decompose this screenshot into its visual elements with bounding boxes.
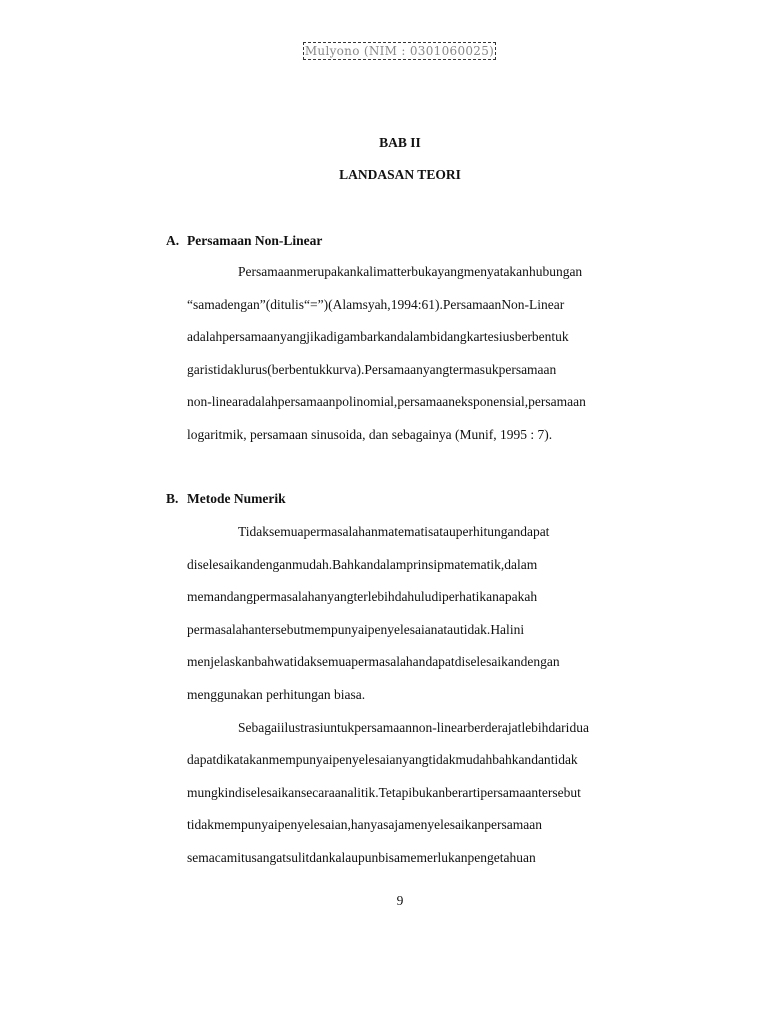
- paragraph-line: menjelaskanbahwatidaksemuapermasalahandapatdiselesaikandengan: [187, 654, 560, 670]
- section-label: B.: [166, 491, 179, 506]
- paragraph-a: [187, 264, 634, 460]
- paragraph-line: dapatdikatakanmempunyaipenyelesaianyangtidakmudahbahkandantidak: [187, 752, 578, 768]
- section-title: Metode Numerik: [187, 491, 286, 506]
- section-title: Persamaan Non-Linear: [187, 233, 323, 248]
- paragraph-line: “samadengan”(ditulis“=”)(Alamsyah,1994:61).PersamaanNon-Linear: [187, 296, 565, 312]
- paragraph-line: mungkindiselesaikansecaraanalitik.Tetapibukanberartipersamaantersebut: [187, 784, 581, 800]
- paragraph-line: menggunakan perhitungan biasa.: [187, 686, 366, 702]
- page-number: 9: [396, 893, 404, 908]
- paragraph-line: adalahpersamaanyangjikadigambarkandalambidangkartesiusberbentuk: [187, 329, 569, 345]
- paragraph-line: Persamaanmerupakankalimatterbukayangmenyatakanhubungan: [238, 264, 583, 279]
- section-heading-b: [166, 491, 286, 507]
- paragraph-line: Sebagaiilustrasiuntukpersamaannon-linearberderajatlebihdaridua: [238, 719, 589, 735]
- paragraph-line: Tidaksemuapermasalahanmatematisatauperhitungandapat: [238, 524, 550, 539]
- paragraph-line: tidakmempunyaipenyelesaian,hanyasajamenyelesaikanpersamaan: [187, 817, 543, 833]
- paragraph-line: semacamitusangatsulitdankalaupunbisamemerlukanpengetahuan: [187, 849, 536, 865]
- paragraph-line: permasalahantersebutmempunyaipenyelesaianatautidak.Halini: [187, 621, 525, 637]
- paragraph-b1: [187, 524, 634, 883]
- chapter-number: BAB II: [379, 135, 421, 150]
- section-label: A.: [166, 233, 180, 248]
- chapter-title: LANDASAN TEORI: [339, 167, 461, 182]
- paragraph-line: diselesaikandenganmudah.Bahkandalamprinsipmatematik,dalam: [187, 556, 538, 572]
- section-heading-a: [166, 233, 322, 249]
- paragraph-line: memandangpermasalahanyangterlebihdahuludiperhatikanapakah: [187, 589, 538, 605]
- header-name-stamp: Mulyono (NIM : 0301060025): [304, 44, 495, 58]
- paragraph-line: logaritmik, persamaan sinusoida, dan sebagainya (Munif, 1995 : 7).: [187, 426, 553, 442]
- paragraph-line: non-linearadalahpersamaanpolinomial,persamaaneksponensial,persamaan: [187, 394, 586, 410]
- paragraph-line: garistidaklurus(berbentukkurva).Persamaanyangtermasukpersamaan: [187, 361, 557, 377]
